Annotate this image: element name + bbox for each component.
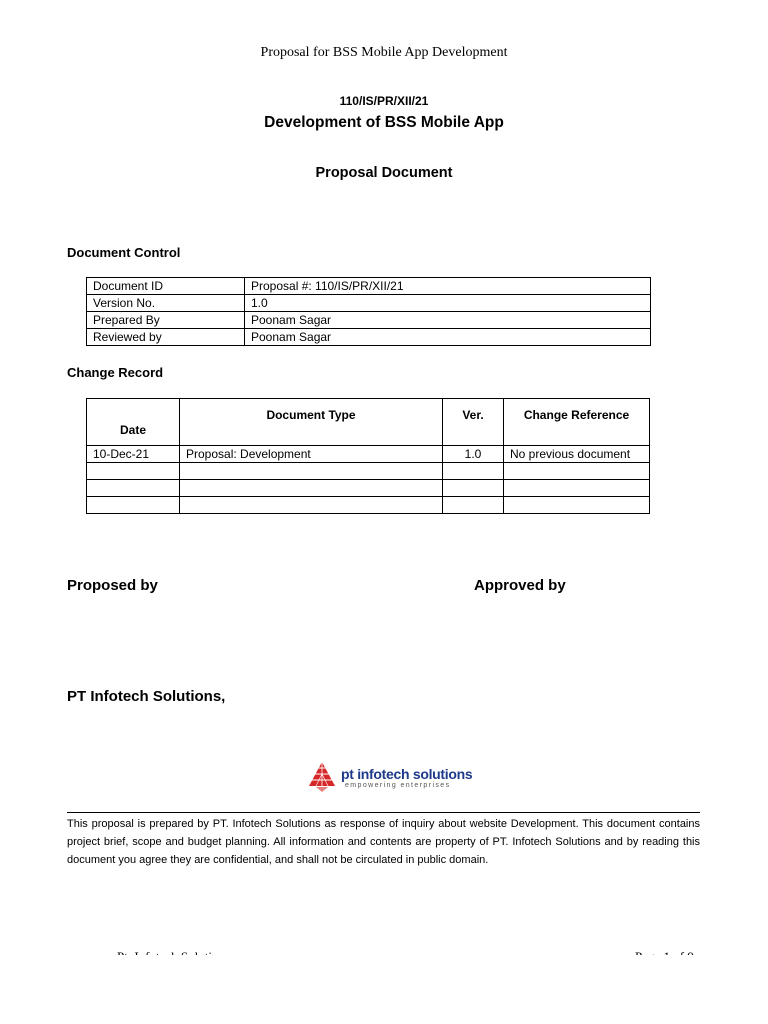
table-cell — [87, 480, 180, 497]
table-header-row — [87, 399, 650, 446]
table-cell-value: Poonam Sagar — [245, 329, 651, 346]
table-row — [87, 463, 650, 480]
table-cell — [443, 463, 504, 480]
proposed-by-label: Proposed by — [67, 577, 158, 594]
table-cell-label: Version No. — [87, 295, 245, 312]
table-cell — [504, 497, 650, 514]
table-cell — [504, 463, 650, 480]
disclaimer-text: This proposal is prepared by PT. Infotech Solutions as response of inquiry about website Development. This document contains project brief, scope and budget planning. All information and contents are property of PT. Infotech Solutions and by reading this document you agree they are confidential, and shall not be circulated in public domain. — [67, 818, 700, 866]
table-cell: 1.0 — [443, 446, 504, 463]
table-cell — [87, 463, 180, 480]
table-cell-value: 1.0 — [245, 295, 651, 312]
table-cell-value: Poonam Sagar — [245, 312, 651, 329]
logo-pyramid-icon — [308, 760, 342, 792]
document-title: Development of BSS Mobile App — [264, 114, 504, 131]
table-row — [87, 295, 651, 312]
divider — [67, 812, 700, 813]
column-header-document-type: Document Type — [180, 399, 443, 446]
document-control-heading: Document Control — [67, 245, 181, 260]
page-bottom-mask — [0, 955, 768, 1024]
table-cell — [87, 497, 180, 514]
reference-number: 110/IS/PR/XII/21 — [339, 94, 429, 108]
table-cell — [443, 480, 504, 497]
logo-tagline: empowering enterprises — [345, 782, 451, 789]
approved-by-label: Approved by — [474, 577, 566, 594]
table-row — [87, 312, 651, 329]
company-name: PT Infotech Solutions, — [67, 688, 226, 705]
table-row — [87, 446, 650, 463]
table-row — [87, 278, 651, 295]
table-cell — [180, 497, 443, 514]
table-cell-value: Proposal #: 110/IS/PR/XII/21 — [245, 278, 651, 295]
running-header: Proposal for BSS Mobile App Development — [260, 45, 508, 60]
table-cell — [443, 497, 504, 514]
column-header-date: Date — [87, 399, 180, 446]
table-row — [87, 329, 651, 346]
table-cell: Proposal: Development — [180, 446, 443, 463]
table-row — [87, 497, 650, 514]
column-header-change-reference: Change Reference — [504, 399, 650, 446]
logo-wordmark: pt infotech solutions — [341, 766, 473, 782]
table-cell — [180, 480, 443, 497]
table-cell: No previous document — [504, 446, 650, 463]
table-cell — [504, 480, 650, 497]
change-record-table — [86, 398, 650, 514]
table-cell-label: Reviewed by — [87, 329, 245, 346]
table-cell: 10-Dec-21 — [87, 446, 180, 463]
column-header-version: Ver. — [443, 399, 504, 446]
table-cell-label: Prepared By — [87, 312, 245, 329]
table-cell — [180, 463, 443, 480]
table-cell-label: Document ID — [87, 278, 245, 295]
change-record-heading: Change Record — [67, 365, 164, 380]
document-control-table — [86, 277, 651, 346]
table-row — [87, 480, 650, 497]
document-subtitle: Proposal Document — [315, 165, 453, 181]
